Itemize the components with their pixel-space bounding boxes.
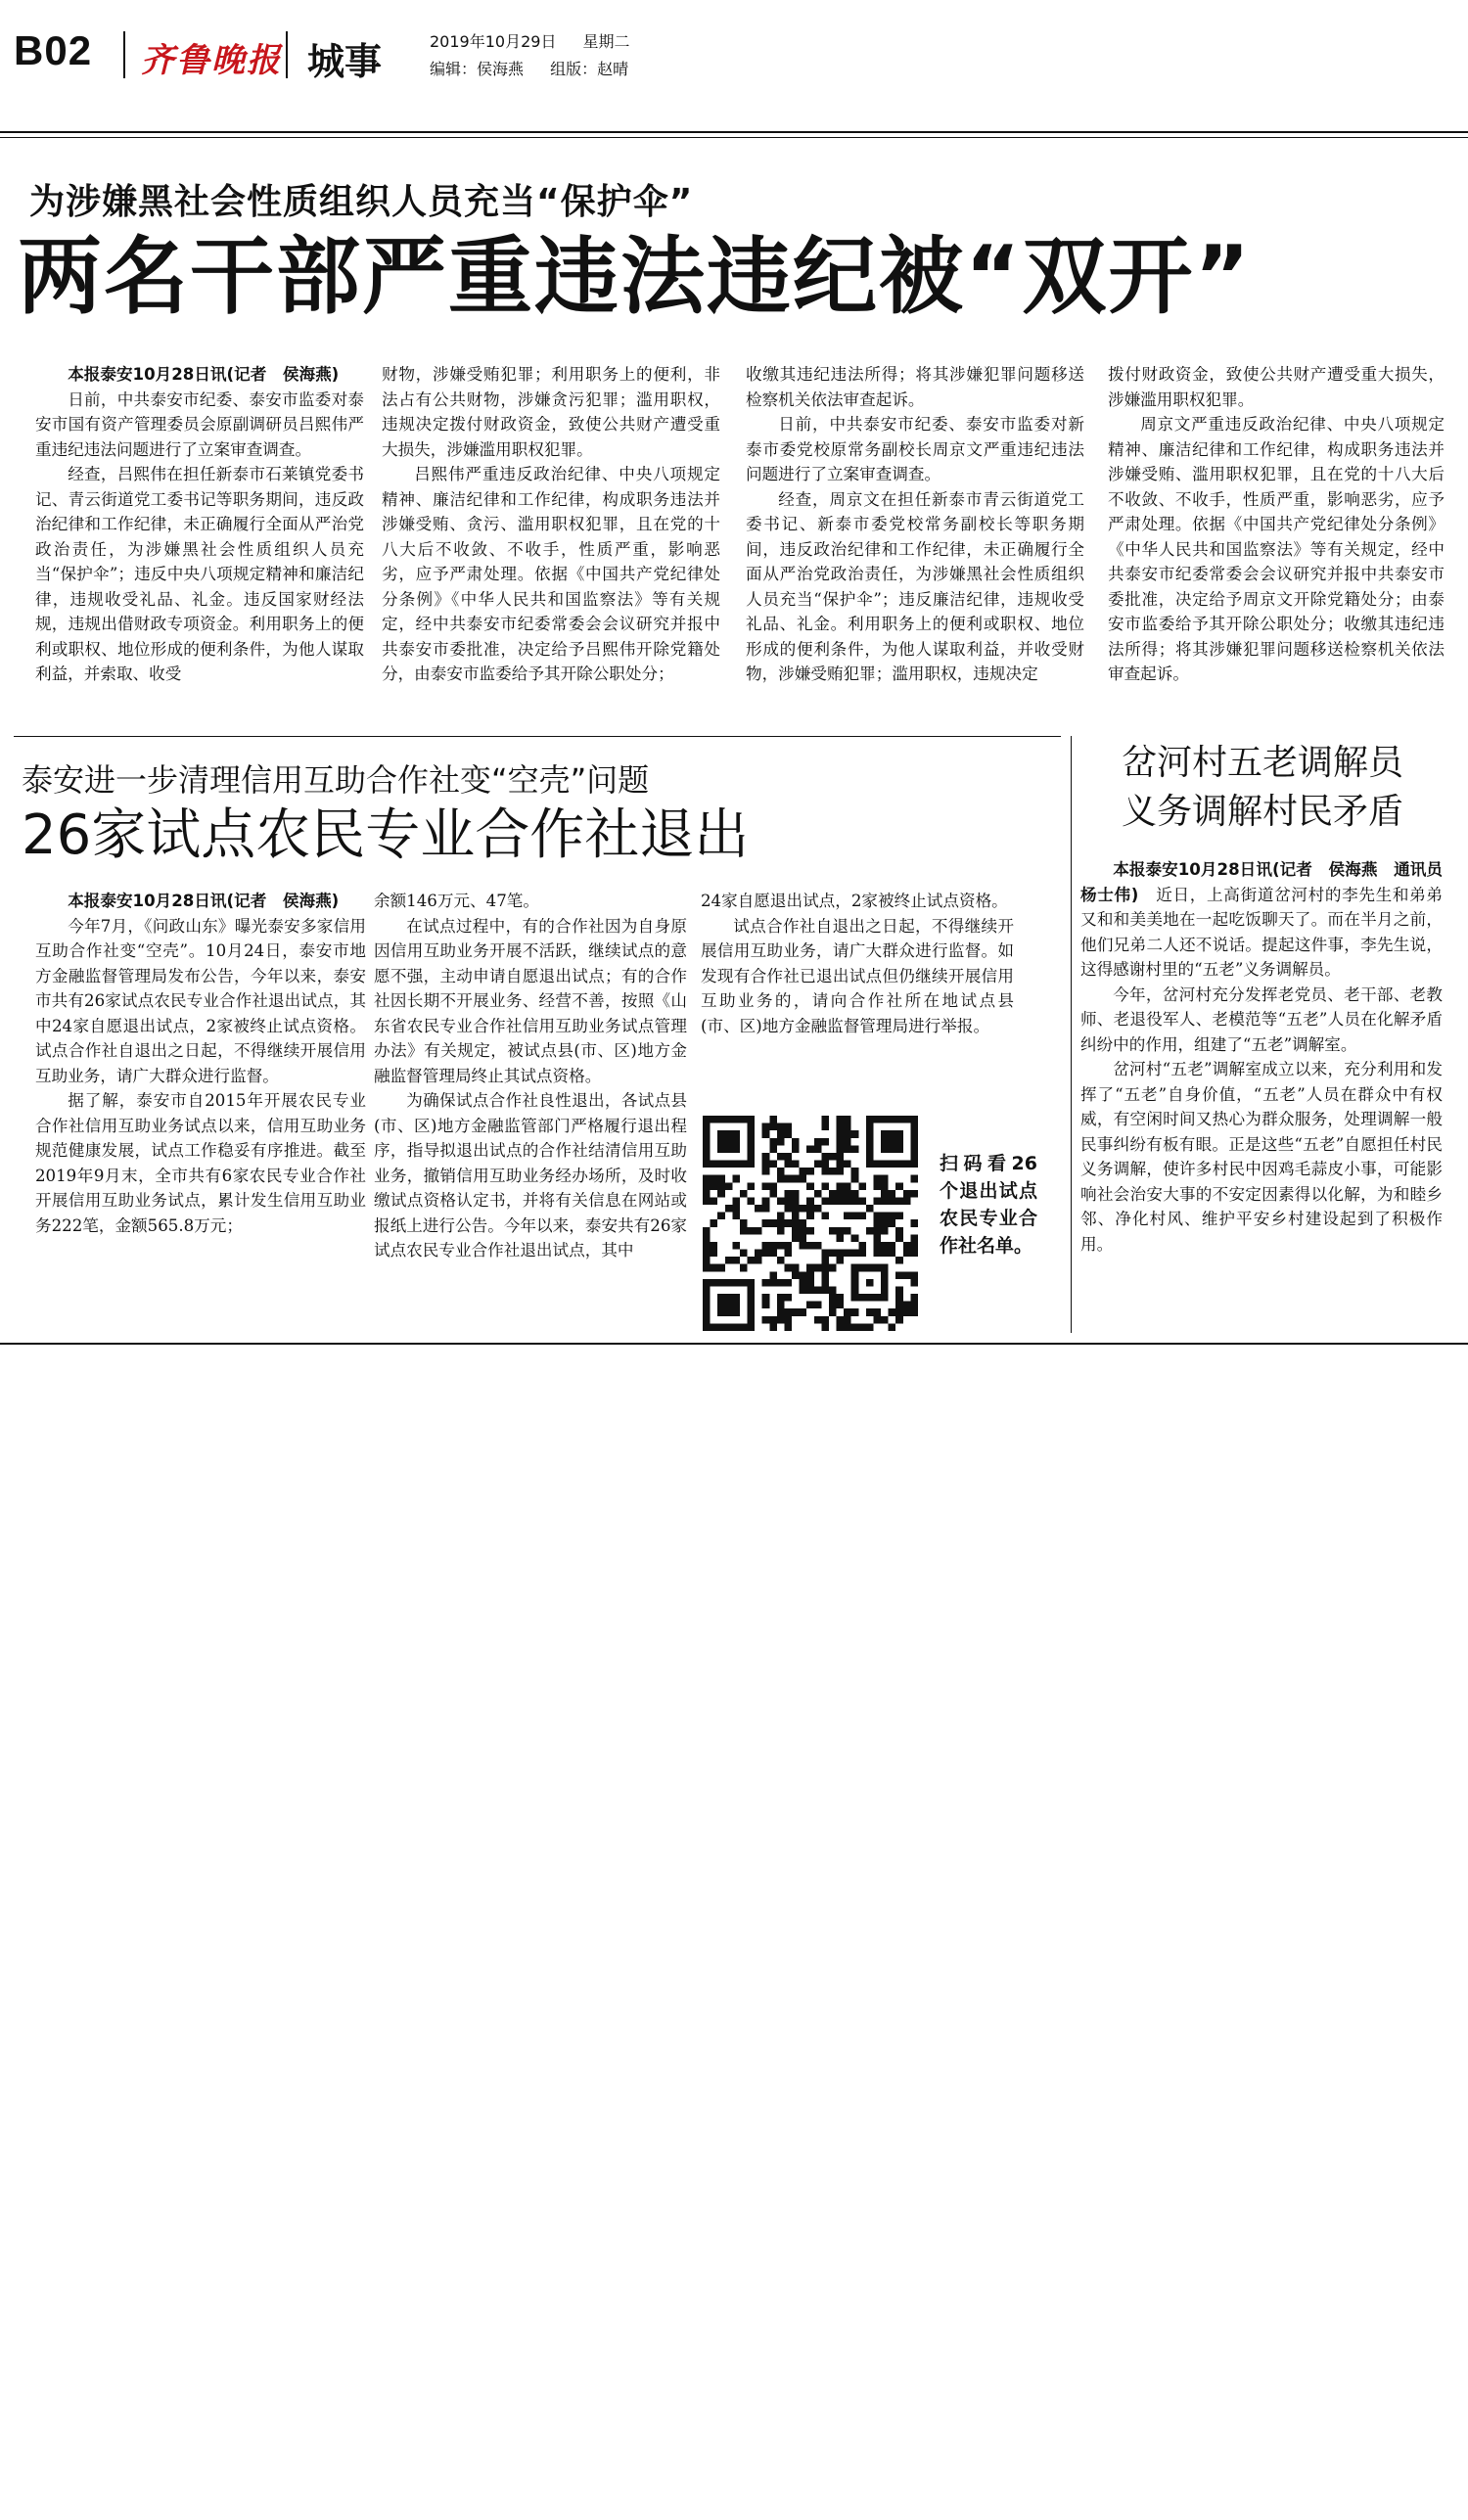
story2-paragraph: 据了解，泰安市自2015年开展农民专业合作社信用互助业务试点以来，信用互助业务规范健康发展，试点工作稳妥有序推进。截至2019年9月末，全市共有6家农民专业合作社开展信用互助业务试点，累计发生信用互助业务222笔，金额565.8万元； [35,1091,366,1235]
story1-column-3 [746,362,1084,687]
story3-headline-line1: 岔河村五老调解员 [1121,743,1403,783]
section-divider [14,736,1061,737]
page-number: B02 [14,27,93,73]
masthead-divider [123,31,125,78]
story1-column-2 [382,362,720,687]
editor-credit: 编辑：侯海燕 [430,60,525,78]
story3-paragraph: 今年，岔河村充分发挥老党员、老干部、老教师、老退役军人、老模范等“五老”人员在化解矛盾纠纷中的作用，组建了“五老”调解室。 [1080,985,1443,1054]
story1-paragraph: 日前，中共泰安市纪委、泰安市监委对新泰市委党校原常务副校长周京文严重违纪违法问题进行了立案审查调查。 [746,415,1084,483]
header-rule-thin [0,137,1468,138]
story2-paragraph: 24家自愿退出试点，2家被终止试点资格。 [701,892,1008,910]
story1-byline: 本报泰安10月28日讯(记者 侯海燕) [68,365,340,384]
story2-paragraph: 在试点过程中，有的合作社因为自身原因信用互助业务开展不活跃，继续试点的意愿不强，主动申请自愿退出试点；有的合作社因长期不开展业务、经营不善，按照《山东省农民专业合作社信用互助业务试点管理办法》有关规定，被试点县(市、区)地方金融监督管理局终止其试点资格。 [374,916,687,1085]
bottom-rule [0,1343,1468,1345]
story2-paragraph: 余额146万元、47笔。 [374,892,539,910]
story2-paragraph: 今年7月，《问政山东》曝光泰安多家信用互助合作社变“空壳”。10月24日，泰安市地方金融监督管理局发布公告，今年以来，泰安市共有26家试点农民专业合作社退出试点，其中24家自愿退出试点，2家被终止试点资格。试点合作社自退出之日起，不得继续开展信用互助业务，请广大群众进行监督。 [35,916,366,1085]
story1-paragraph: 周京文严重违反政治纪律、中央八项规定精神、廉洁纪律和工作纪律，构成职务违法并涉嫌受贿、滥用职权犯罪，且在党的十八大后不收敛、不收手，性质严重，影响恶劣，应予严肃处理。依据《中国共产党纪律处分条例》《中华人民共和国监察法》等有关规定，经中共泰安市纪委常委会会议研究并报中共泰安市委批准，决定给予周京文开除党籍处分；由泰安市监委给予其开除公职处分；收缴其违纪违法所得；将其涉嫌犯罪问题移送检察机关依法审查起诉。 [1108,415,1445,683]
story1-paragraph: 财物，涉嫌受贿犯罪；利用职务上的便利，非法占有公共财物，涉嫌贪污犯罪；滥用职权，违规决定拨付财政资金，致使公共财产遭受重大损失，涉嫌滥用职权犯罪。 [382,365,720,459]
layout-credit: 组版：赵晴 [550,60,629,78]
story2-headline: 26家试点农民专业合作社退出 [22,803,750,867]
issue-weekday: 星期二 [582,32,630,51]
story3-column [1080,857,1459,1257]
story1-paragraph: 经查，周京文在担任新泰市青云街道党工委书记、新泰市委党校常务副校长等职务期间，违反政治纪律和工作纪律，未正确履行全面从严治党政治责任，为涉嫌黑社会性质组织人员充当“保护伞”；违反廉洁纪律，违规收受礼品、礼金。利用职务上的便利或职权、地位形成的便利条件，为他人谋取利益，并收受财物，涉嫌受贿犯罪；滥用职权，违规决定 [746,489,1084,683]
column-divider [1071,736,1072,1333]
story1-kicker: 为涉嫌黑社会性质组织人员充当“保护伞” [29,182,694,222]
story2-kicker: 泰安进一步清理信用互助合作社变“空壳”问题 [22,761,650,799]
story2-column-2 [374,889,687,1263]
newspaper-logo: 齐鲁晚报 [141,41,282,80]
story1-paragraph: 吕熙伟严重违反政治纪律、中央八项规定精神、廉洁纪律和工作纪律，构成职务违法并涉嫌受贿、贪污、滥用职权犯罪，且在党的十八大后不收敛、不收手，性质严重，影响恶劣，应予严肃处理。依据《中国共产党纪律处分条例》《中华人民共和国监察法》等有关规定，经中共泰安市纪委常委会会议研究并报中共泰安市委批准，决定给予吕熙伟开除党籍处分，由泰安市监委给予其开除公职处分； [382,465,720,683]
issue-date-line [430,29,652,52]
story2-column-3 [701,889,1014,1038]
story3-paragraph: 本报泰安10月28日讯(记者 侯海燕 通讯员 杨士伟) 近日，上高街道岔河村的李先生和弟弟又和和美美地在一起吃饭聊天了。而在半月之前，他们兄弟二人还不说话。提起这件事，李先生说，这得感谢村里的“五老”义务调解员。 [1080,860,1459,979]
credits-line [430,57,650,79]
section-name: 城事 [307,40,383,83]
story3-paragraph: 岔河村“五老”调解室成立以来，充分利用和发挥了“五老”自身价值，“五老”人员在群众中有权威，有空闲时间又热心为群众服务，处理调解一般民事纠纷有板有眼。正是这些“五老”自愿担任村民义务调解，使许多村民中因鸡毛蒜皮小事，可能影响社会治安大事的不安定因素得以化解，为和睦乡邻、净化村风、维护平安乡村建设起到了积极作用。 [1080,1060,1443,1254]
story2-column-1 [35,889,366,1238]
story2-paragraph: 为确保试点合作社良性退出，各试点县(市、区)地方金融监管部门严格履行退出程序，指导拟退出试点的合作社结清信用互助业务，撤销信用互助业务经办场所，及时收缴试点资格认定书，并将有关信息在网站或报纸上进行公告。今年以来，泰安共有26家试点农民专业合作社退出试点，其中 [374,1091,687,1260]
header-rule [0,131,1468,133]
story1-paragraph: 收缴其违纪违法所得；将其涉嫌犯罪问题移送检察机关依法审查起诉。 [746,365,1084,409]
story2-paragraph: 试点合作社自退出之日起，不得继续开展信用互助业务，请广大群众进行监督。如发现有合作社已退出试点但仍继续开展信用互助业务的，请向合作社所在地试点县(市、区)地方金融监督管理局进行举报。 [701,916,1014,1035]
qr-code-image [703,1116,918,1331]
qr-caption: 扫码看26个退出试点农民专业合作社名单。 [940,1153,1037,1257]
issue-date: 2019年10月29日 [430,32,557,51]
masthead [14,22,1452,86]
story2-byline: 本报泰安10月28日讯(记者 侯海燕) [68,892,340,910]
story3-headline-line2: 义务调解村民矛盾 [1121,792,1403,832]
story1-paragraph: 拨付财政资金，致使公共财产遭受重大损失，涉嫌滥用职权犯罪。 [1108,365,1445,409]
story1-column-1 [35,362,364,687]
story1-column-4 [1108,362,1445,687]
masthead-divider [286,31,288,78]
story1-paragraph: 经查，吕熙伟在担任新泰市石莱镇党委书记、青云街道党工委书记等职务期间，违反政治纪律和工作纪律，未正确履行全面从严治党政治责任，为涉嫌黑社会性质组织人员充当“保护伞”；违反中央八项规定精神和廉洁纪律，违规收受礼品、礼金。违反国家财经法规，违规出借财政专项资金。利用职务上的便利或职权、地位形成的便利条件，为他人谋取利益，并索取、收受 [35,465,364,683]
story1-paragraph: 日前，中共泰安市纪委、泰安市监委对泰安市国有资产管理委员会原副调研员吕熙伟严重违纪违法问题进行了立案审查调查。 [35,389,364,459]
story1-headline: 两名干部严重违法违纪被“双开” [18,228,1253,326]
